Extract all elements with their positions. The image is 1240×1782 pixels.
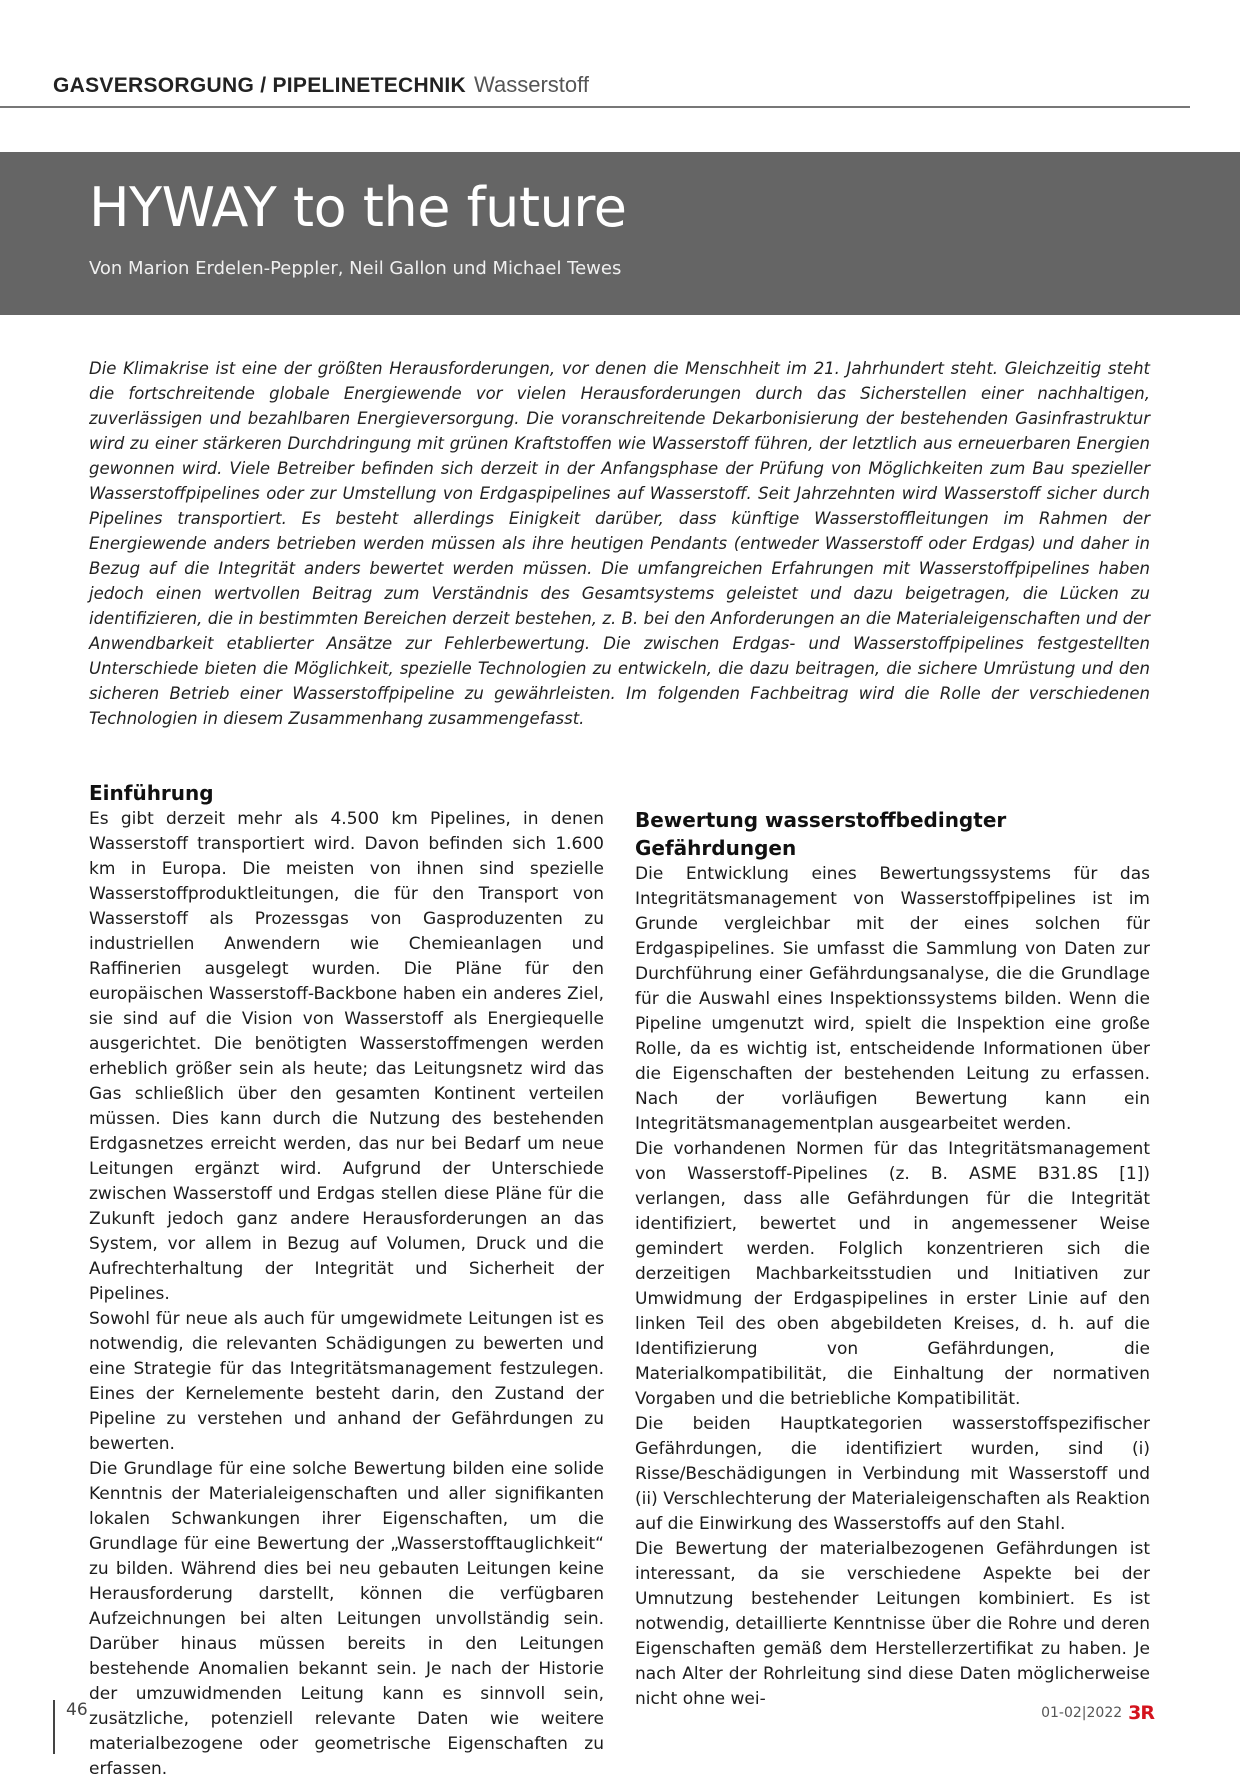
paragraph: Sowohl für neue als auch für umgewidmete Leitungen ist es notwendig, die relevanten Schädigungen zu bewerten und eine Strategie für das Integritätsmanagement festzulegen. Eines der Kernelemente besteht darin, den Zustand der Pipeline zu verstehen und anhand der Gefährdungen zu bewerten.	[89, 1309, 604, 1454]
paragraph: Die Bewertung der materialbezogenen Gefährdungen ist interessant, da sie verschiedene Aspekte bei der Umnutzung bestehender Leitungen kombiniert. Es ist notwendig, detaillierte Kenntnisse über die Rohre und deren Eigenschaften gemäß dem Herstellerzertifikat zu haben. Je nach Alter der Rohrleitung sind diese Daten möglicherweise nicht ohne wei-	[635, 1539, 1150, 1709]
issue-label: 01-02|2022	[1041, 1705, 1123, 1721]
left-column	[89, 779, 604, 1782]
footer-rule	[53, 1700, 55, 1754]
footer-issue	[1041, 1702, 1154, 1724]
paragraph: Es gibt derzeit mehr als 4.500 km Pipelines, in denen Wasserstoff transportiert wird. Davon befinden sich 1.600 km in Europa. Die meisten von ihnen sind spezielle Wasserstoffproduktleitungen, die für den Transport von Wasserstoff als Prozessgas von Gasproduzenten zu industriellen Anwendern wie Chemieanlagen und Raffinerien ausgelegt wurden. Die Pläne für den europäischen Wasserstoff-Backbone haben ein anderes Ziel, sie sind auf die Vision von Wasserstoff als Energiequelle ausgerichtet. Die benötigten Wasserstoffmengen werden erheblich größer sein als heute; das Leitungsnetz wird das Gas schließlich über den gesamten Kontinent verteilen müssen. Dies kann durch die Nutzung des bestehenden Erdgasnetzes erreicht werden, das nur bei Bedarf um neue Leitungen ergänzt wird. Aufgrund der Unterschiede zwischen Wasserstoff und Erdgas stellen diese Pläne für die Zukunft jedoch ganz andere Herausforderungen an das System, vor allem in Bezug auf Volumen, Druck und die Aufrechterhaltung der Integrität und Sicherheit der Pipelines.	[89, 809, 604, 1304]
header-rule	[0, 106, 1190, 108]
page-number: 46	[66, 1700, 88, 1720]
running-head	[53, 70, 1190, 101]
publisher-logo-icon: 3R	[1128, 1702, 1154, 1724]
heading-einfuehrung: Einführung	[89, 781, 214, 805]
section-label: GASVERSORGUNG / PIPELINETECHNIK	[53, 74, 467, 97]
article-abstract: Die Klimakrise ist eine der größten Herausforderungen, vor denen die Menschheit im 21. Jahrhundert steht. Gleichzeitig steht die fortschreitende globale Energiewende vor vielen Herausforderungen durch das Sicherstellen einer nachhaltigen, zuverlässigen und bezahlbaren Energieversorgung. Die voranschreitende Dekarbonisierung der bestehenden Gasinfrastruktur wird zu einer stärkeren Durchdringung mit grünen Kraftstoffen wie Wasserstoff führen, der letztlich aus erneuerbaren Energien gewonnen wird. Viele Betreiber befinden sich derzeit in der Anfangsphase der Prüfung von Möglichkeiten zum Bau spezieller Wasserstoffpipelines oder zur Umstellung von Erdgaspipelines auf Wasserstoff. Seit Jahrzehnten wird Wasserstoff sicher durch Pipelines transportiert. Es besteht allerdings Einigkeit darüber, dass künftige Wasserstoffleitungen im Rahmen der Energiewende anders betrieben werden müssen als ihre heutigen Pendants (entweder Wasserstoff oder Erdgas) und daher in Bezug auf die Integrität anders bewertet werden müssen. Die umfangreichen Erfahrungen mit Wasserstoffpipelines haben jedoch einen wertvollen Beitrag zum Verständnis des Gesamtsystems geleistet und dazu beigetragen, die Lücken zu identifizieren, die in bestimmten Bereichen derzeit bestehen, z. B. bei den Anforderungen an die Materialeigenschaften und der Anwendbarkeit etablierter Ansätze zur Fehlerbewertung. Die zwischen Erdgas- und Wasserstoffpipelines festgestellten Unterschiede bieten die Möglichkeit, spezielle Technologien zu entwickeln, die dazu beitragen, die sichere Umrüstung und den sicheren Betrieb einer Wasserstoffpipeline zu gewährleisten. Im folgenden Fachbeitrag wird die Rolle der verschiedenen Technologien in diesem Zusammenhang zusammengefasst.	[89, 359, 1150, 728]
paragraph: Die vorhandenen Normen für das Integritätsmanagement von Wasserstoff-Pipelines (z. B. ASME B31.8S [1]) verlangen, dass alle Gefährdungen für die Integrität identifiziert, bewertet und in angemessener Weise gemindert werden. Folglich konzentrieren sich die derzeitigen Machbarkeitsstudien und Initiativen zur Umwidmung der Erdgaspipelines in erster Linie auf den linken Teil des oben abgebildeten Kreises, d. h. auf die Identifizierung von Gefährdungen, die Materialkompatibilität, die Einhaltung der normativen Vorgaben und die betriebliche Kompatibilität.	[635, 1139, 1150, 1409]
subsection-label: Wasserstoff	[474, 72, 589, 97]
title-band	[0, 152, 1240, 315]
article-authors: Von Marion Erdelen-Peppler, Neil Gallon und Michael Tewes	[89, 258, 622, 279]
paragraph: Die Entwicklung eines Bewertungssystems für das Integritätsmanagement von Wasserstoffpipelines ist im Grunde vergleichbar mit der eines solchen für Erdgaspipelines. Sie umfasst die Sammlung von Daten zur Durchführung einer Gefährdungsanalyse, die die Grundlage für die Auswahl eines Inspektionssystems bilden. Wenn die Pipeline umgenutzt wird, spielt die Inspektion eine große Rolle, da es wichtig ist, entscheidende Informationen über die Eigenschaften der bestehenden Leitung zu erfassen. Nach der vorläufigen Bewertung kann ein Integritätsmanagementplan ausgearbeitet werden.	[635, 864, 1150, 1134]
article-title: HYWAY to the future	[89, 176, 627, 239]
heading-bewertung: Bewertung wasserstoffbedingter Gefährdungen	[635, 808, 1007, 860]
right-column	[635, 783, 1150, 1712]
paragraph: Die beiden Hauptkategorien wasserstoffspezifischer Gefährdungen, die identifiziert wurden, sind (i) Risse/Beschädigungen in Verbindung mit Wasserstoff und (ii) Verschlechterung der Materialeigenschaften als Reaktion auf die Einwirkung des Wasserstoffs auf den Stahl.	[635, 1414, 1150, 1534]
paragraph: Die Grundlage für eine solche Bewertung bilden eine solide Kenntnis der Materialeigenschaften und aller signifikanten lokalen Schwankungen ihrer Eigenschaften, um die Grundlage für eine Bewertung der „Wasserstofftauglichkeit“ zu bilden. Während dies bei neu gebauten Leitungen keine Herausforderung darstellt, können die verfügbaren Aufzeichnungen bei alten Leitungen unvollständig sein. Darüber hinaus müssen bereits in den Leitungen bestehende Anomalien bekannt sein. Je nach der Historie der umzuwidmenden Leitung kann es sinnvoll sein, zusätzliche, potenziell relevante Daten wie weitere materialbezogene oder geometrische Eigenschaften zu erfassen.	[89, 1459, 604, 1779]
